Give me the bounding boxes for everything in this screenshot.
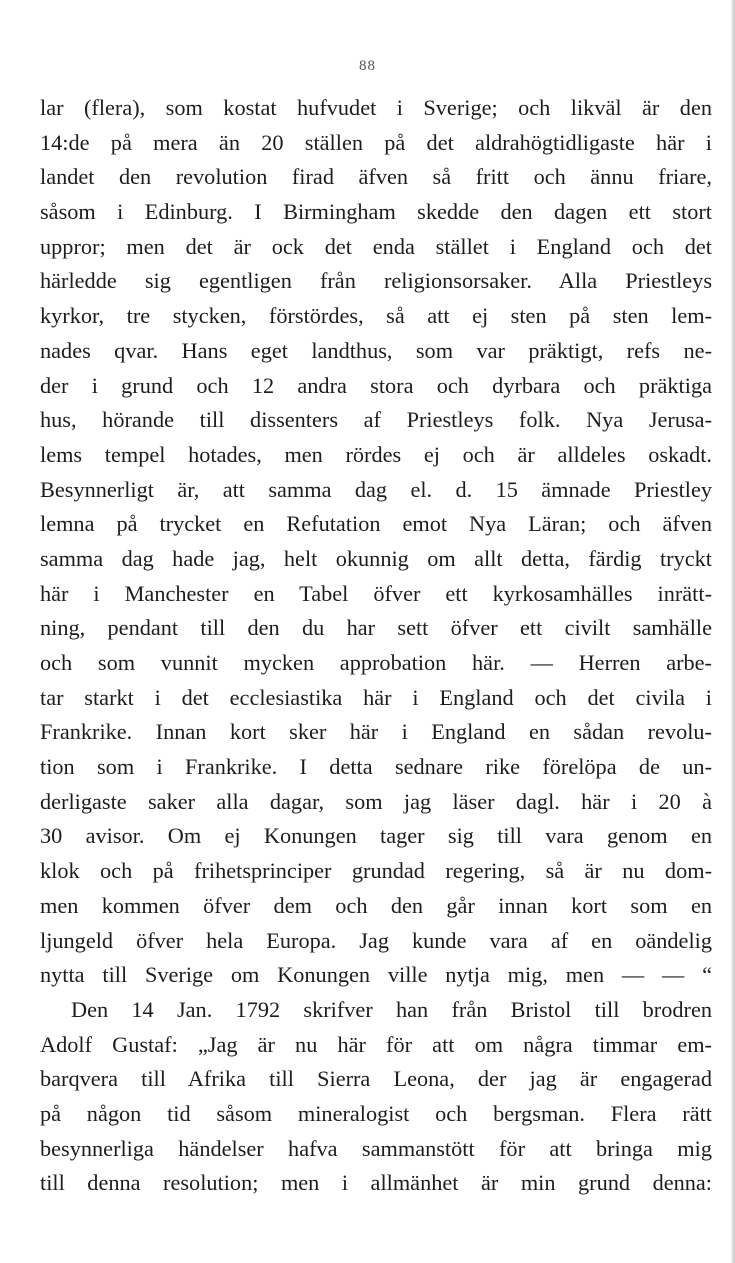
text-line: till denna resolution; men i allmänhet är min grund denna:: [40, 1170, 712, 1196]
text-line: och som vunnit mycken approbation här. — Herren arbe-: [40, 650, 712, 675]
text-line: lems tempel hotades, men rördes ej och är alldeles oskadt.: [40, 441, 712, 467]
text-line: barqvera till Afrika till Sierra Leona, der jag är engagerad: [40, 1066, 712, 1092]
text-line: 14:de på mera än 20 ställen på det aldrahögtidligaste här i: [40, 129, 712, 155]
text-line: Frankrike. Innan kort sker här i England en sådan revolu-: [40, 719, 712, 745]
page-edge: [731, 0, 735, 1263]
text-line: lemna på trycket en Refutation emot Nya Läran; och äfven: [40, 511, 712, 537]
text-line: derligaste saker alla dagar, som jag läser dagl. här i 20 à: [40, 788, 712, 814]
text-line: tion som i Frankrike. I detta sednare rike förelöpa de un-: [40, 754, 712, 780]
text-line: här i Manchester en Tabel öfver ett kyrkosamhälles inrätt-: [40, 580, 712, 606]
text-line: härledde sig egentligen från religionsorsaker. Alla Priestleys: [40, 268, 712, 294]
text-line: ljungeld öfver hela Europa. Jag kunde vara af en oändelig: [40, 927, 712, 953]
text-line: nades qvar. Hans eget landthus, som var präktigt, refs ne-: [40, 337, 712, 363]
text-line: lar (flera), som kostat hufvudet i Sverige; och likväl är den: [40, 95, 712, 120]
text-line: klok och på frihetsprinciper grundad regering, så är nu dom-: [40, 858, 712, 884]
body-text: [40, 91, 712, 1201]
text-line: Den 14 Jan. 1792 skrifver han från Bristol till brodren: [71, 996, 712, 1022]
text-line: Besynnerligt är, att samma dag el. d. 15 ämnade Priestley: [40, 476, 712, 502]
text-line: samma dag hade jag, helt okunnig om allt detta, färdig tryckt: [40, 545, 712, 571]
page-number: 88: [359, 58, 376, 74]
text-line: hus, hörande till dissenters af Priestleys folk. Nya Jerusa-: [40, 407, 712, 433]
text-line: nytta till Sverige om Konungen ville nytja mig, men — — “: [40, 962, 712, 988]
text-line: uppror; men det är ock det enda stället i England och det: [40, 233, 712, 259]
text-line: kyrkor, tre stycken, förstördes, så att ej sten på sten lem-: [40, 303, 712, 329]
text-line: Adolf Gustaf: „Jag är nu här för att om några timmar em-: [40, 1031, 712, 1057]
text-line: 30 avisor. Om ej Konungen tager sig till vara genom en: [40, 823, 712, 849]
text-line: såsom i Edinburg. I Birmingham skedde den dagen ett stort: [40, 199, 712, 225]
text-line: der i grund och 12 andra stora och dyrbara och präktiga: [40, 372, 712, 398]
text-line: ning, pendant till den du har sett öfver ett civilt samhälle: [40, 615, 712, 641]
text-line: tar starkt i det ecclesiastika här i England och det civila i: [40, 684, 712, 710]
text-line: men kommen öfver dem och den går innan kort som en: [40, 892, 712, 918]
text-line: på någon tid såsom mineralogist och bergsman. Flera rätt: [40, 1100, 712, 1126]
text-line: besynnerliga händelser hafva sammanstött för att bringa mig: [40, 1135, 712, 1161]
text-line: landet den revolution firad äfven så fritt och ännu friare,: [40, 164, 712, 190]
